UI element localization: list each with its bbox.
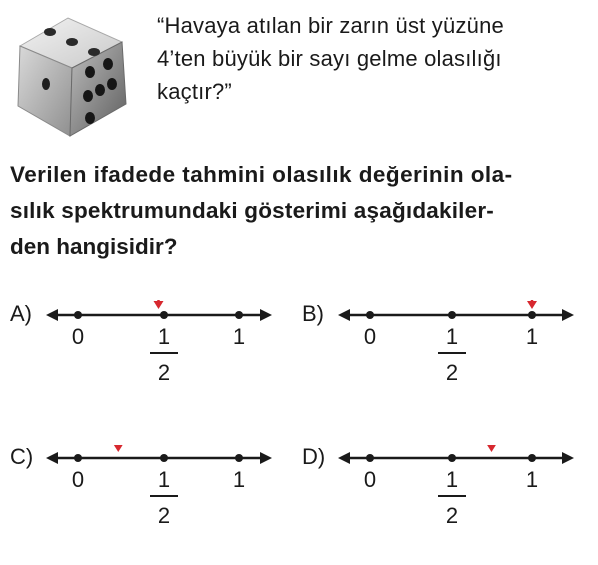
left-arrowhead-icon: [46, 452, 58, 464]
problem-line: kaçtır?”: [157, 79, 232, 104]
option-b[interactable]: [302, 300, 592, 420]
question-line: Verilen ifadede tahmini olasılık değerinin ola-: [10, 162, 513, 187]
one-label: 1: [232, 324, 246, 349]
option-label: A): [10, 301, 32, 326]
tick-half: [448, 454, 456, 462]
half-numerator: 1: [157, 467, 171, 492]
one-label: 1: [232, 467, 246, 492]
tick-zero: [366, 311, 374, 319]
one-label: 1: [525, 324, 539, 349]
problem-line: 4’ten büyük bir sayı gelme olasılığı: [157, 46, 502, 71]
problem-line: “Havaya atılan bir zarın üst yüzüne: [157, 13, 504, 38]
number-line: [10, 445, 300, 535]
zero-label: 0: [71, 324, 85, 349]
left-arrowhead-icon: [46, 309, 58, 321]
probability-arrow-icon: [154, 300, 164, 309]
option-label: C): [10, 444, 34, 469]
tick-one: [235, 454, 243, 462]
zero-label: 0: [363, 467, 377, 492]
option-c[interactable]: [10, 445, 300, 565]
option-d[interactable]: [302, 445, 592, 565]
option-a[interactable]: [10, 300, 300, 420]
option-label: D): [302, 444, 326, 469]
half-numerator: 1: [157, 324, 171, 349]
half-numerator: 1: [445, 324, 459, 349]
half-denominator: 2: [445, 503, 459, 528]
option-label: B): [302, 301, 324, 326]
right-arrowhead-icon: [562, 452, 574, 464]
dice-icon: [6, 10, 136, 140]
number-line: [302, 300, 592, 420]
half-denominator: 2: [157, 360, 171, 385]
tick-half: [448, 311, 456, 319]
number-line: [302, 445, 592, 535]
half-denominator: 2: [445, 360, 459, 385]
problem-statement: [157, 9, 597, 108]
half-denominator: 2: [157, 503, 171, 528]
tick-zero: [74, 311, 82, 319]
question-line: sılık spektrumundaki gösterimi aşağıdakiler-: [10, 198, 494, 223]
probability-arrow-icon: [527, 300, 537, 309]
probability-arrow-icon: [113, 445, 123, 452]
number-line: [10, 300, 300, 420]
question-text: [10, 157, 595, 265]
tick-one: [528, 454, 536, 462]
right-arrowhead-icon: [260, 309, 272, 321]
tick-zero: [366, 454, 374, 462]
tick-half: [160, 454, 168, 462]
left-arrowhead-icon: [338, 309, 350, 321]
left-arrowhead-icon: [338, 452, 350, 464]
half-numerator: 1: [445, 467, 459, 492]
tick-half: [160, 311, 168, 319]
tick-one: [235, 311, 243, 319]
question-line: den hangisidir?: [10, 234, 178, 259]
tick-zero: [74, 454, 82, 462]
right-arrowhead-icon: [260, 452, 272, 464]
zero-label: 0: [71, 467, 85, 492]
one-label: 1: [525, 467, 539, 492]
tick-one: [528, 311, 536, 319]
right-arrowhead-icon: [562, 309, 574, 321]
probability-arrow-icon: [487, 445, 497, 452]
zero-label: 0: [363, 324, 377, 349]
